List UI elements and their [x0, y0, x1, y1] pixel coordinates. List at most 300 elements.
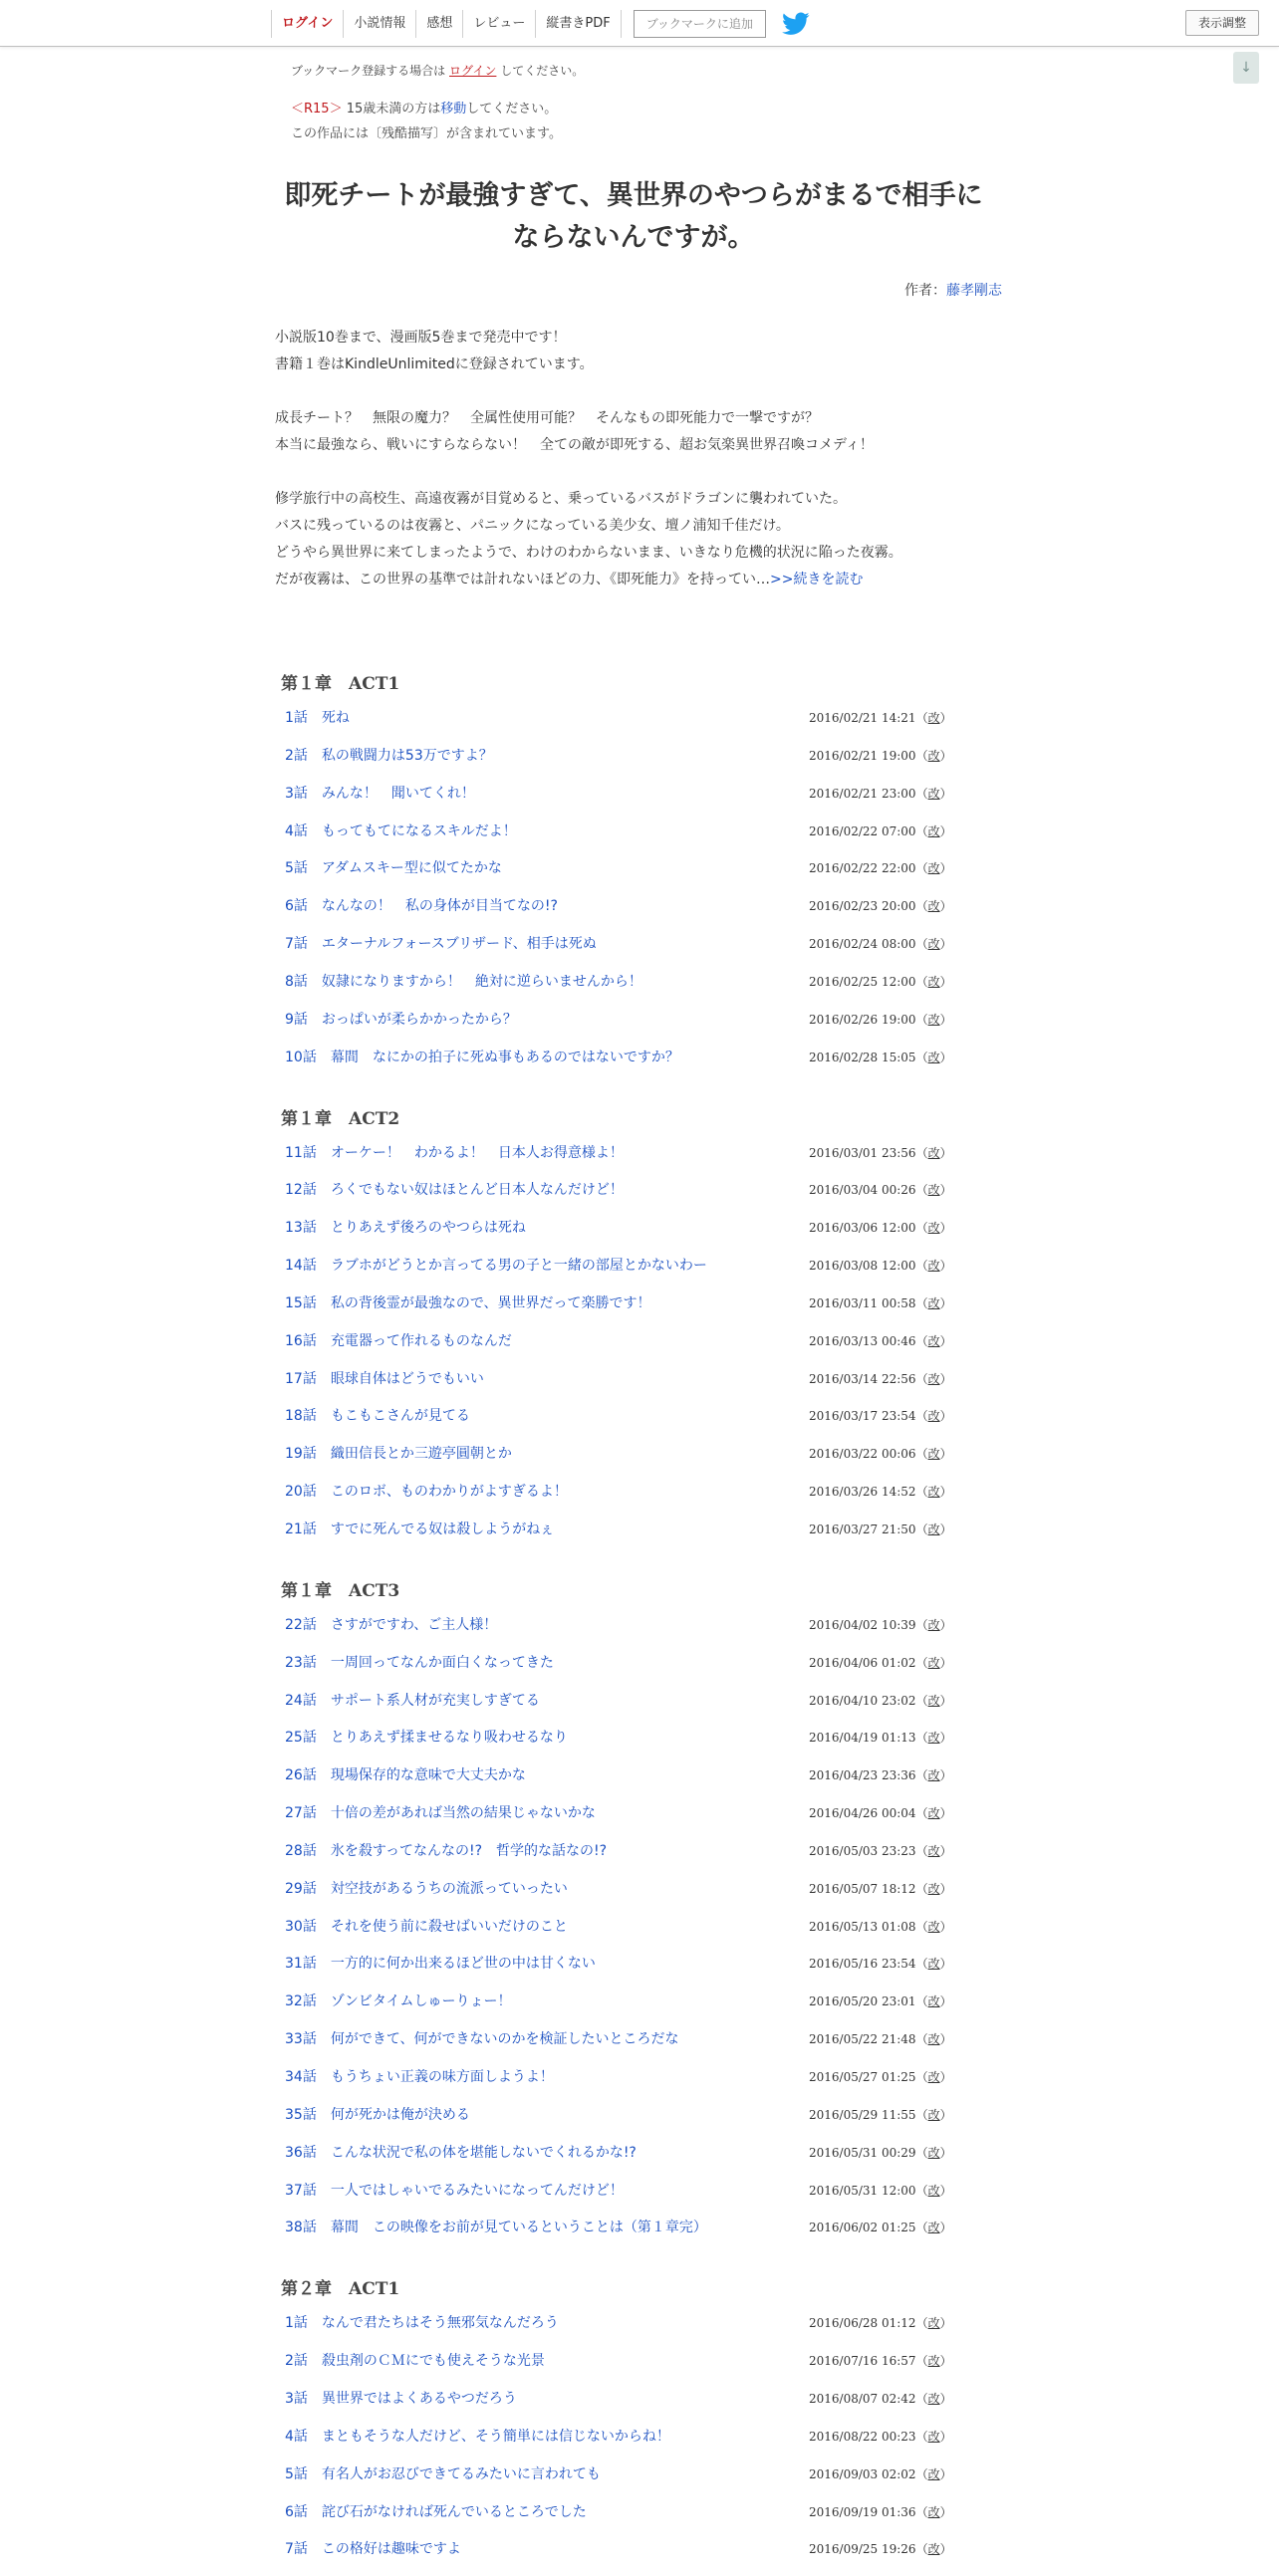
episode-date	[809, 1614, 952, 1636]
episode-link[interactable]: 22話 さすがですわ、ご主人様！	[285, 1617, 498, 1633]
episode-row	[275, 1953, 1002, 1991]
revision-close-paren: ）	[939, 1146, 952, 1160]
author-link[interactable]: 藤孝剛志	[946, 283, 1002, 299]
episode-link[interactable]: 5話 有名人がお忍びできてるみたいに言われても	[285, 2466, 601, 2482]
episode-date-text: 2016/02/21 14:21	[809, 711, 916, 725]
episode-link[interactable]: 4話 もってもてになるスキルだよ！	[285, 823, 517, 839]
revision-close-paren: ）	[939, 2146, 952, 2160]
episode-link[interactable]: 1話 なんで君たちはそう無邪気なんだろう	[285, 2315, 559, 2331]
chapter-title: 第２章 ACT1	[281, 2279, 400, 2300]
episode-date-text: 2016/02/22 22:00	[809, 861, 916, 875]
episode-link[interactable]: 8話 奴隷になりますから！ 絶対に逆らいませんから！	[285, 974, 642, 990]
episode-date-text: 2016/05/31 12:00	[809, 2184, 916, 2198]
episode-link[interactable]: 10話 幕間 なにかの拍子に死ぬ事もあるのではないですか？	[285, 1050, 679, 1065]
revision-link[interactable]: 改	[927, 1806, 940, 1820]
nav-review[interactable]: レビュー	[463, 10, 536, 38]
revision-close-paren: ）	[939, 2430, 952, 2444]
episode-row	[275, 1916, 1002, 1954]
episode-link[interactable]: 13話 とりあえず後ろのやつらは死ね	[285, 1220, 526, 1236]
revision-link[interactable]: 改	[927, 1372, 940, 1386]
episode-date-text: 2016/07/16 16:57	[809, 2354, 916, 2368]
episode-row	[275, 1991, 1002, 2028]
episode-link[interactable]: 36話 こんな状況で私の体を堪能しないでくれるかな!?	[285, 2145, 637, 2161]
episode-date	[809, 1179, 952, 1201]
bookmark-notice-pre: ブックマーク登録する場合は	[291, 64, 446, 78]
episode-date	[809, 820, 952, 842]
revision-close-paren: ）	[939, 1183, 952, 1197]
revision-link[interactable]: 改	[927, 1409, 940, 1423]
revision-link[interactable]: 改	[927, 861, 940, 875]
revision-link[interactable]: 改	[927, 749, 940, 763]
episode-date	[809, 745, 952, 767]
revision-link[interactable]: 改	[927, 711, 940, 725]
scroll-down-icon[interactable]: ↓	[1233, 52, 1259, 84]
synopsis-line: バスに残っているのは夜霧と、パニックになっている美少女、壇ノ浦知千佳だけ。	[275, 518, 790, 534]
episode-link[interactable]: 5話 アダムスキー型に似てたかな	[285, 860, 502, 876]
revision-open-paren: （	[915, 2146, 928, 2160]
revision-open-paren: （	[915, 899, 928, 913]
revision-link[interactable]: 改	[927, 1694, 940, 1708]
revision-close-paren: ）	[939, 1806, 952, 1820]
episode-date	[809, 2350, 952, 2372]
episode-row	[275, 1179, 1002, 1217]
episode-link[interactable]: 32話 ゾンビタイムしゅーりょー！	[285, 1993, 512, 2009]
episode-link[interactable]: 2話 私の戦闘力は53万ですよ？	[285, 748, 493, 764]
revision-link[interactable]: 改	[927, 2392, 940, 2406]
revision-close-paren: ）	[939, 899, 952, 913]
episode-date-text: 2016/05/07 18:12	[809, 1882, 916, 1896]
episode-link[interactable]: 21話 すでに死んでる奴は殺しようがねぇ	[285, 1522, 555, 1537]
revision-open-paren: （	[915, 1731, 928, 1745]
episode-date	[809, 1047, 952, 1068]
revision-close-paren: ）	[939, 1051, 952, 1064]
revision-open-paren: （	[915, 1618, 928, 1632]
episode-date-text: 2016/04/06 01:02	[809, 1656, 916, 1670]
novel-title-line-2: ならないんですが。	[512, 222, 755, 253]
nav-impressions[interactable]: 感想	[416, 10, 463, 38]
r15-post: してください。	[466, 102, 558, 117]
episode-link[interactable]: 29話 対空技があるうちの流派っていったい	[285, 1881, 568, 1897]
revision-close-paren: ）	[939, 2032, 952, 2046]
revision-link[interactable]: 改	[927, 1522, 940, 1536]
episode-row	[275, 1405, 1002, 1443]
episode-link[interactable]: 24話 サポート系人材が充実しすぎてる	[285, 1693, 540, 1709]
revision-link[interactable]: 改	[927, 1447, 940, 1461]
revision-open-paren: （	[915, 2505, 928, 2519]
revision-open-paren: （	[915, 2184, 928, 2198]
episode-link[interactable]: 3話 異世界ではよくあるやつだろう	[285, 2391, 517, 2407]
episode-link[interactable]: 28話 氷を殺すってなんなの!? 哲学的な話なの!?	[285, 1843, 608, 1859]
episode-date-text: 2016/06/02 01:25	[809, 2221, 916, 2234]
episode-link[interactable]: 30話 それを使う前に殺せばいいだけのこと	[285, 1919, 568, 1935]
revision-link[interactable]: 改	[927, 1618, 940, 1632]
episode-link[interactable]: 34話 もうちょい正義の味方面しようよ！	[285, 2069, 554, 2085]
revision-link[interactable]: 改	[927, 1013, 940, 1027]
episode-row	[275, 1764, 1002, 1802]
read-more-link[interactable]: >>続きを読む	[770, 572, 864, 587]
add-bookmark-button[interactable]: ブックマークに追加	[634, 10, 766, 38]
episode-date-text: 2016/09/19 01:36	[809, 2505, 916, 2519]
revision-close-paren: ）	[939, 711, 952, 725]
revision-close-paren: ）	[939, 1768, 952, 1782]
revision-open-paren: （	[915, 2108, 928, 2122]
episode-row	[275, 2104, 1002, 2142]
novel-title-line-1: 即死チートが最強すぎて、異世界のやつらがまるで相手に	[284, 180, 983, 211]
episode-date-text: 2016/02/22 07:00	[809, 824, 916, 838]
revision-open-paren: （	[915, 1146, 928, 1160]
episode-date-text: 2016/08/22 00:23	[809, 2430, 916, 2444]
revision-open-paren: （	[915, 1013, 928, 1027]
episode-date	[809, 1292, 952, 1314]
episode-date-text: 2016/02/26 19:00	[809, 1013, 916, 1027]
revision-open-paren: （	[915, 2542, 928, 2556]
revision-close-paren: ）	[939, 1447, 952, 1461]
revision-link[interactable]: 改	[927, 2032, 940, 2046]
revision-link[interactable]: 改	[927, 1957, 940, 1971]
revision-open-paren: （	[915, 2221, 928, 2234]
episode-link[interactable]: 2話 殺虫剤のＣＭにでも使えそうな光景	[285, 2353, 545, 2369]
episode-row	[275, 2463, 1002, 2501]
episode-row	[275, 2350, 1002, 2388]
top-navigation-bar	[0, 0, 1279, 47]
r15-move-link[interactable]: 移動	[440, 102, 467, 117]
episode-date	[809, 857, 952, 879]
chapter-title: 第１章 ACT3	[281, 1580, 400, 1601]
episode-link[interactable]: 31話 一方的に何か出来るほど世の中は甘くない	[285, 1956, 596, 1972]
r15-tag: ＜R15＞	[291, 102, 343, 117]
episode-link[interactable]: 33話 何ができて、何ができないのかを検証したいところだな	[285, 2031, 679, 2047]
episode-date-text: 2016/03/17 23:54	[809, 1409, 916, 1423]
revision-open-paren: （	[915, 1768, 928, 1782]
episode-link[interactable]: 16話 充電器って作れるものなんだ	[285, 1333, 512, 1349]
episode-date-text: 2016/05/27 01:25	[809, 2070, 916, 2084]
revision-link[interactable]: 改	[927, 1920, 940, 1934]
revision-open-paren: （	[915, 1259, 928, 1273]
episode-date-text: 2016/05/31 00:29	[809, 2146, 916, 2160]
episode-row	[275, 745, 1002, 783]
revision-link[interactable]: 改	[927, 2505, 940, 2519]
revision-close-paren: ）	[939, 1296, 952, 1310]
episode-date-text: 2016/03/01 23:56	[809, 1146, 916, 1160]
synopsis-line: 小説版10巻まで、漫画版5巻まで発売中です！	[275, 330, 567, 346]
episode-row	[275, 2028, 1002, 2066]
revision-link[interactable]: 改	[927, 2542, 940, 2556]
revision-close-paren: ）	[939, 2542, 952, 2556]
revision-link[interactable]: 改	[927, 2221, 940, 2234]
bookmark-login-notice	[291, 62, 584, 79]
revision-link[interactable]: 改	[927, 1731, 940, 1745]
episode-row	[275, 820, 1002, 858]
episode-row	[275, 2066, 1002, 2104]
revision-open-paren: （	[915, 1522, 928, 1536]
revision-close-paren: ）	[939, 1221, 952, 1235]
display-adjust-button[interactable]: 表示調整	[1185, 10, 1259, 36]
episode-link[interactable]: 18話 もこもこさんが見てる	[285, 1408, 470, 1424]
revision-link[interactable]: 改	[927, 2430, 940, 2444]
episode-date-text: 2016/03/06 12:00	[809, 1221, 916, 1235]
revision-close-paren: ）	[939, 2392, 952, 2406]
episode-row	[275, 1368, 1002, 1406]
revision-open-paren: （	[915, 2354, 928, 2368]
revision-close-paren: ）	[939, 1844, 952, 1858]
revision-open-paren: （	[915, 749, 928, 763]
synopsis-last-line	[275, 567, 1012, 593]
episode-row	[275, 1009, 1002, 1047]
revision-open-paren: （	[915, 1957, 928, 1971]
episode-date	[809, 2066, 952, 2088]
episode-date-text: 2016/08/07 02:42	[809, 2392, 916, 2406]
episode-row	[275, 1047, 1002, 1084]
revision-link[interactable]: 改	[927, 899, 940, 913]
revision-open-paren: （	[915, 861, 928, 875]
revision-close-paren: ）	[939, 1409, 952, 1423]
revision-link[interactable]: 改	[927, 2184, 940, 2198]
episode-date-text: 2016/03/11 00:58	[809, 1296, 916, 1310]
revision-close-paren: ）	[939, 1334, 952, 1348]
revision-close-paren: ）	[939, 1259, 952, 1273]
synopsis	[275, 325, 1012, 593]
revision-close-paren: ）	[939, 1522, 952, 1536]
revision-close-paren: ）	[939, 1485, 952, 1499]
revision-link[interactable]: 改	[927, 975, 940, 989]
revision-link[interactable]: 改	[927, 1146, 940, 1160]
episode-row	[275, 1614, 1002, 1652]
episode-date	[809, 2463, 952, 2485]
revision-open-paren: （	[915, 1296, 928, 1310]
episode-row	[275, 2142, 1002, 2180]
episode-link[interactable]: 14話 ラブホがどうとか言ってる男の子と一緒の部屋とかないわー	[285, 1258, 707, 1274]
revision-close-paren: ）	[939, 2505, 952, 2519]
revision-link[interactable]: 改	[927, 1051, 940, 1064]
revision-open-paren: （	[915, 1994, 928, 2008]
revision-link[interactable]: 改	[927, 824, 940, 838]
episode-date-text: 2016/03/04 00:26	[809, 1183, 916, 1197]
episode-date-text: 2016/06/28 01:12	[809, 2316, 916, 2330]
episode-row	[275, 2538, 1002, 2576]
episode-link[interactable]: 4話 まともそうな人だけど、そう簡単には信じないからね！	[285, 2429, 670, 2445]
episode-date	[809, 1217, 952, 1239]
episode-row	[275, 2388, 1002, 2426]
episode-date-text: 2016/03/26 14:52	[809, 1485, 916, 1499]
episode-date	[809, 1991, 952, 2012]
revision-close-paren: ）	[939, 2108, 952, 2122]
episode-date	[809, 1652, 952, 1674]
revision-link[interactable]: 改	[927, 1844, 940, 1858]
episode-date	[809, 1802, 952, 1824]
revision-close-paren: ）	[939, 1920, 952, 1934]
revision-close-paren: ）	[939, 2221, 952, 2234]
episode-date	[809, 895, 952, 917]
revision-open-paren: （	[915, 1183, 928, 1197]
revision-link[interactable]: 改	[927, 1296, 940, 1310]
episode-date-text: 2016/03/08 12:00	[809, 1259, 916, 1273]
episode-link[interactable]: 27話 十倍の差があれば当然の結果じゃないかな	[285, 1805, 596, 1821]
nav-novel-info[interactable]: 小説情報	[344, 10, 416, 38]
bookmark-login-link[interactable]: ログイン	[449, 64, 497, 78]
revision-link[interactable]: 改	[927, 1656, 940, 1670]
revision-close-paren: ）	[939, 1994, 952, 2008]
episode-link[interactable]: 19話 織田信長とか三遊亭圓朝とか	[285, 1446, 512, 1462]
revision-close-paren: ）	[939, 2354, 952, 2368]
revision-open-paren: （	[915, 824, 928, 838]
episode-link[interactable]: 6話 なんなの！ 私の身体が目当てなの!?	[285, 898, 558, 914]
revision-link[interactable]: 改	[927, 1334, 940, 1348]
synopsis-blank-line	[275, 459, 1012, 486]
episode-link[interactable]: 7話 エターナルフォースブリザード、相手は死ぬ	[285, 936, 597, 952]
revision-close-paren: ）	[939, 937, 952, 951]
episode-row	[275, 1443, 1002, 1481]
episode-date	[809, 1953, 952, 1975]
revision-link[interactable]: 改	[927, 1259, 940, 1273]
episode-date-text: 2016/03/22 00:06	[809, 1447, 916, 1461]
revision-link[interactable]: 改	[927, 1768, 940, 1782]
main-nav	[271, 8, 810, 40]
episode-date-text: 2016/05/29 11:55	[809, 2108, 916, 2122]
revision-link[interactable]: 改	[927, 1221, 940, 1235]
revision-open-paren: （	[915, 1844, 928, 1858]
episode-link[interactable]: 25話 とりあえず揉ませるなり吸わせるなり	[285, 1730, 568, 1746]
episode-link[interactable]: 7話 この格好は趣味ですよ	[285, 2541, 461, 2557]
episode-date	[809, 1481, 952, 1503]
revision-close-paren: ）	[939, 1013, 952, 1027]
episode-link[interactable]: 9話 おっぱいが柔らかかったから？	[285, 1012, 517, 1028]
revision-open-paren: （	[915, 937, 928, 951]
episode-date	[809, 2501, 952, 2523]
episode-row	[275, 933, 1002, 971]
episode-link[interactable]: 20話 このロボ、ものわかりがよすぎるよ！	[285, 1484, 568, 1500]
episode-link[interactable]: 17話 眼球自体はどうでもいい	[285, 1371, 484, 1387]
revision-link[interactable]: 改	[927, 1485, 940, 1499]
episode-row	[275, 1255, 1002, 1292]
revision-close-paren: ）	[939, 2070, 952, 2084]
revision-close-paren: ）	[939, 749, 952, 763]
episode-date	[809, 1840, 952, 1862]
revision-link[interactable]: 改	[927, 1994, 940, 2008]
r15-notice	[291, 98, 557, 117]
episode-link[interactable]: 37話 一人ではしゃいでるみたいになってんだけど！	[285, 2183, 624, 2199]
episode-link[interactable]: 26話 現場保存的な意味で大丈夫かな	[285, 1767, 526, 1783]
episode-row	[275, 1330, 1002, 1368]
author-label: 作者：	[904, 283, 946, 299]
episode-date-text: 2016/03/14 22:56	[809, 1372, 916, 1386]
revision-link[interactable]: 改	[927, 2108, 940, 2122]
revision-link[interactable]: 改	[927, 2070, 940, 2084]
episode-date	[809, 933, 952, 955]
revision-open-paren: （	[915, 2032, 928, 2046]
episode-date	[809, 2104, 952, 2126]
synopsis-blank-line	[275, 378, 1012, 405]
episode-link[interactable]: 3話 みんな！ 聞いてくれ！	[285, 786, 475, 802]
episode-date	[809, 2142, 952, 2164]
revision-close-paren: ）	[939, 1882, 952, 1896]
episode-date-text: 2016/04/02 10:39	[809, 1618, 916, 1632]
twitter-icon[interactable]	[782, 12, 810, 36]
revision-link[interactable]: 改	[927, 937, 940, 951]
revision-open-paren: （	[915, 1920, 928, 1934]
nav-vertical-pdf[interactable]: 縦書きPDF	[536, 10, 621, 38]
episode-date-text: 2016/02/28 15:05	[809, 1051, 916, 1064]
episode-date-text: 2016/04/10 23:02	[809, 1694, 916, 1708]
revision-link[interactable]: 改	[927, 1183, 940, 1197]
nav-login[interactable]: ログイン	[271, 10, 344, 38]
revision-close-paren: ）	[939, 861, 952, 875]
revision-open-paren: （	[915, 2316, 928, 2330]
revision-close-paren: ）	[939, 2316, 952, 2330]
chapter-title: 第１章 ACT1	[281, 674, 400, 694]
revision-close-paren: ）	[939, 1957, 952, 1971]
episode-row	[275, 1802, 1002, 1840]
episode-row	[275, 1142, 1002, 1180]
episode-row	[275, 971, 1002, 1009]
episode-date	[809, 2180, 952, 2202]
revision-link[interactable]: 改	[927, 2316, 940, 2330]
episode-date	[809, 1519, 952, 1540]
episode-link[interactable]: 6話 詫び石がなければ死んでいるところでした	[285, 2504, 587, 2520]
episode-link[interactable]: 15話 私の背後霊が最強なので、異世界だって楽勝です！	[285, 1295, 651, 1311]
revision-open-paren: （	[915, 2392, 928, 2406]
episode-row	[275, 783, 1002, 820]
revision-link[interactable]: 改	[927, 2354, 940, 2368]
episode-link[interactable]: 35話 何が死かは俺が決める	[285, 2107, 470, 2123]
episode-date	[809, 1690, 952, 1712]
episode-row	[275, 1292, 1002, 1330]
synopsis-line: 成長チート？ 無限の魔力？ 全属性使用可能？ そんなもの即死能力で一撃ですが？	[275, 410, 819, 426]
episode-date-text: 2016/09/25 19:26	[809, 2542, 916, 2556]
episode-link[interactable]: 38話 幕間 この映像をお前が見ているということは（第１章完）	[285, 2220, 707, 2235]
episode-date-text: 2016/02/24 08:00	[809, 937, 916, 951]
revision-link[interactable]: 改	[927, 2146, 940, 2160]
episode-date-text: 2016/04/26 00:04	[809, 1806, 916, 1820]
revision-open-paren: （	[915, 1372, 928, 1386]
revision-open-paren: （	[915, 1051, 928, 1064]
episode-link[interactable]: 12話 ろくでもない奴はほとんど日本人なんだけど！	[285, 1182, 624, 1198]
author-line	[904, 280, 1002, 300]
episode-date	[809, 707, 952, 729]
content-warning: この作品には〔残酷描写〕が含まれています。	[291, 126, 562, 141]
episode-row	[275, 1217, 1002, 1255]
episode-link[interactable]: 11話 オーケー！ わかるよ！ 日本人お得意様よ！	[285, 1145, 624, 1161]
revision-close-paren: ）	[939, 975, 952, 989]
episode-row	[275, 2501, 1002, 2539]
episode-row	[275, 707, 1002, 745]
episode-date-text: 2016/02/25 12:00	[809, 975, 916, 989]
episode-link[interactable]: 1話 死ね	[285, 710, 350, 726]
episode-link[interactable]: 23話 一周回ってなんか面白くなってきた	[285, 1655, 554, 1671]
episode-row	[275, 2217, 1002, 2254]
synopsis-line: どうやら異世界に来てしまったようで、わけのわからないまま、いきなり危機的状況に陥った夜霧。	[275, 545, 902, 561]
revision-close-paren: ）	[939, 1372, 952, 1386]
episode-row	[275, 895, 1002, 933]
revision-link[interactable]: 改	[927, 2467, 940, 2481]
revision-link[interactable]: 改	[927, 787, 940, 801]
synopsis-line: 書籍１巻はKindleUnlimitedに登録されています。	[275, 356, 594, 372]
synopsis-last-text: だが夜霧は、この世界の基準では計れないほどの力、《即死能力》を持ってい…	[275, 572, 770, 587]
episode-date-text: 2016/03/27 21:50	[809, 1522, 916, 1536]
episode-date	[809, 1443, 952, 1465]
episode-date-text: 2016/05/13 01:08	[809, 1920, 916, 1934]
episode-date-text: 2016/02/21 23:00	[809, 787, 916, 801]
episode-row	[275, 857, 1002, 895]
episode-date-text: 2016/02/21 19:00	[809, 749, 916, 763]
revision-link[interactable]: 改	[927, 1882, 940, 1896]
episode-row	[275, 1519, 1002, 1556]
revision-open-paren: （	[915, 1656, 928, 1670]
episode-date	[809, 1878, 952, 1900]
revision-open-paren: （	[915, 1882, 928, 1896]
episode-row	[275, 1727, 1002, 1764]
revision-close-paren: ）	[939, 2184, 952, 2198]
revision-open-paren: （	[915, 1806, 928, 1820]
